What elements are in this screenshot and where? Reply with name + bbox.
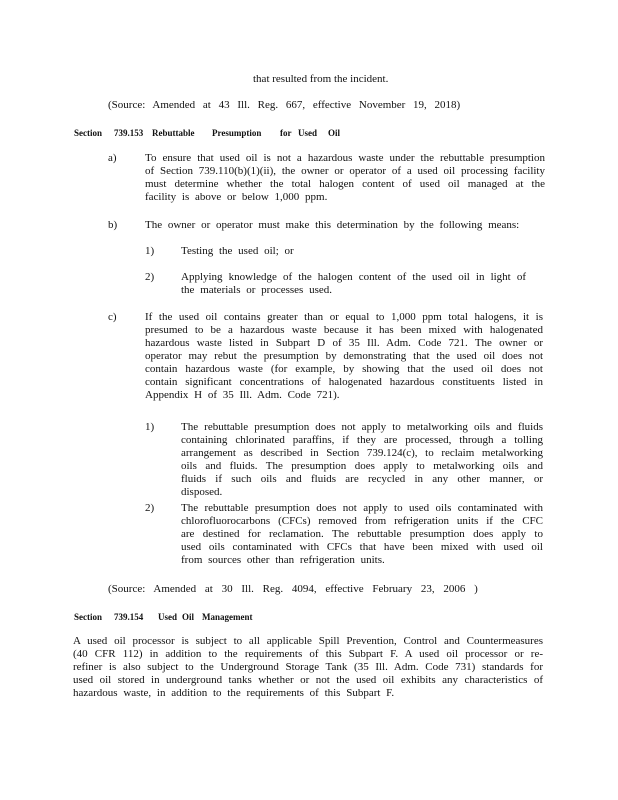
section-title-word: Oil: [182, 612, 195, 622]
subitem-paragraph: The rebuttable presumption does not apply to used oils contaminated with chlorofluorocarbons (CFCs) removed from refrigeration units if the CFC are destined for reclamation. The rebuttable presumption does apply to used oils contaminated with CFCs that have been mixed with used oil from sources other than refrigeration units.: [181, 502, 543, 566]
section-title-word: Used: [158, 612, 178, 622]
item-paragraph: To ensure that used oil is not a hazardous waste under the rebuttable presumption of Section 739.110(b)(1)(ii), the owner or operator of a used oil processing facility must determine whether the total halogen content of used oil managed at the facility is above or below 1,000 ppm.: [145, 152, 545, 203]
source-note: (Source: Amended at 43 Ill. Reg. 667, effective November 19, 2018): [108, 99, 461, 111]
subitem-label: 1): [145, 421, 155, 433]
section-number: 739.153: [114, 128, 144, 138]
section-word: Section: [74, 612, 102, 622]
item-paragraph: The owner or operator must make this determination by the following means:: [145, 219, 520, 231]
item-paragraph: If the used oil contains greater than or equal to 1,000 ppm total halogens, it is presumed to be a hazardous waste because it has been mixed with halogenated hazardous waste listed in Subpart D of 35 Ill. Adm. Code 721. The owner or operator may rebut the presumption by demonstrating that the used oil does not contain hazardous waste (for example, by showing that the used oil does not contain significant concentrations of halogenated hazardous constituents listed in Appendix H of 35 Ill. Adm. Code 721).: [145, 311, 543, 401]
subitem-paragraph: The rebuttable presumption does not apply to metalworking oils and fluids containing chlorinated paraffins, if they are processed, through a tolling arrangement as described in Section 739.124(c), to reclaim metalworking oils and fluids. The presumption does apply to metalworking oils and fluids if such oils and fluids are recycled in any other manner, or disposed.: [181, 421, 543, 498]
section-title-word: Used: [298, 128, 318, 138]
item-label: a): [108, 152, 117, 164]
subitem-label: 1): [145, 245, 155, 257]
section-title-word: Presumption: [212, 128, 262, 138]
body-paragraph: A used oil processor is subject to all applicable Spill Prevention, Control and Countermeasures (40 CFR 112) in addition to the requirements of this Subpart F. A used oil processor or re-refiner is also subject to the Underground Storage Tank (35 Ill. Adm. Code 731) standards for used oil stored in underground tanks whether or not the used oil exhibits any characteristics of hazardous waste, in addition to the requirements of this Subpart F.: [73, 635, 543, 699]
subitem-label: 2): [145, 271, 155, 283]
section-title-word: Oil: [328, 128, 341, 138]
section-word: Section: [74, 128, 102, 138]
section-number: 739.154: [114, 612, 144, 622]
item-label: c): [108, 311, 117, 323]
subitem-paragraph: Testing the used oil; or: [181, 245, 294, 257]
continued-text: that resulted from the incident.: [253, 73, 389, 85]
item-label: b): [108, 219, 118, 231]
subitem-paragraph: Applying knowledge of the halogen content of the used oil in light of the materials or processes used.: [181, 271, 526, 296]
section-title-word: Rebuttable: [152, 128, 195, 138]
section-title-word: Management: [202, 612, 253, 622]
section-title-word: for: [280, 128, 292, 138]
subitem-label: 2): [145, 502, 155, 514]
source-note: (Source: Amended at 30 Ill. Reg. 4094, effective February 23, 2006 ): [108, 583, 478, 595]
